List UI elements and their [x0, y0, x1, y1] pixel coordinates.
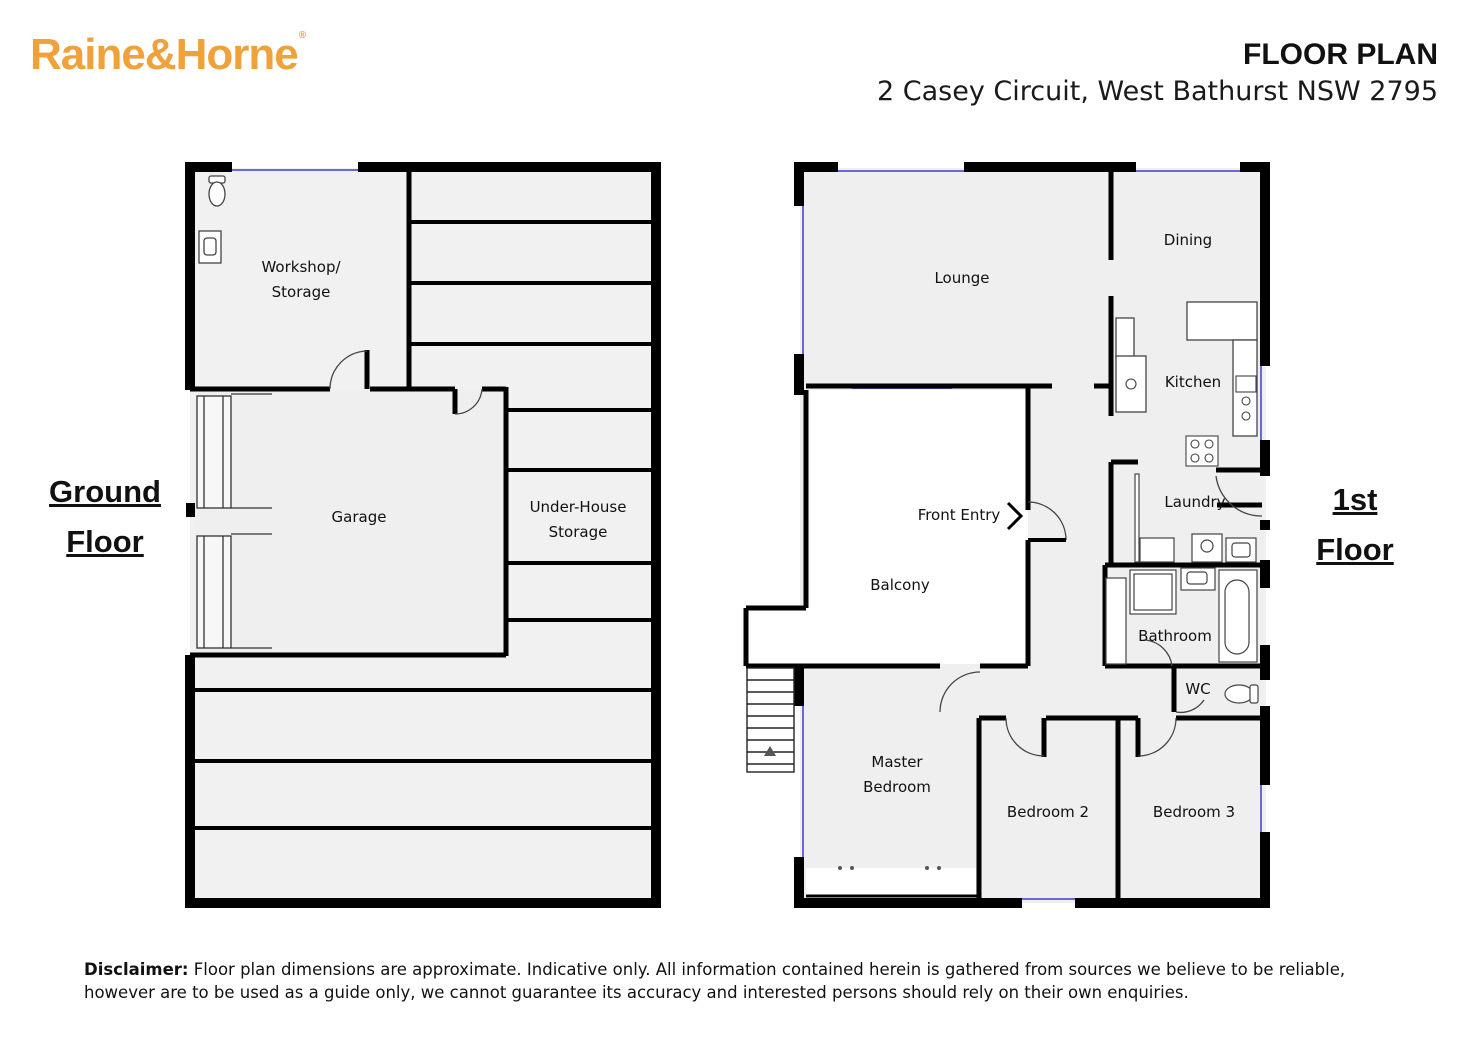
room-label-wc: WC [1185, 680, 1211, 698]
room-label-balcony: Balcony [870, 576, 930, 594]
room-label-front-entry: Front Entry [917, 506, 1001, 524]
ground-floor-label-line2: Floor [66, 524, 144, 559]
disclaimer [84, 958, 1404, 1004]
room-label-bedroom2: Bedroom 2 [1006, 803, 1090, 821]
room-label-bedroom3: Bedroom 3 [1152, 803, 1236, 821]
room-label-underhouse-line2: Storage [548, 523, 608, 541]
room-label-kitchen: Kitchen [1164, 373, 1222, 391]
wc-toilet-icon [1225, 685, 1258, 703]
property-address: 2 Casey Circuit, West Bathurst NSW 2795 [877, 76, 1438, 107]
room-label-workshop-line1: Workshop/ [261, 258, 341, 276]
disclaimer-text: Floor plan dimensions are approximate. Indicative only. All information contained herein is gathered from sources we believe to be reliable, however are to be used as a guide only, we cannot guarantee its accuracy and interested persons should rely on their own enquiries. [84, 960, 1346, 1002]
balcony-area [806, 390, 1028, 664]
room-label-master-line2: Bedroom [863, 778, 931, 796]
balcony-landing [746, 608, 808, 666]
room-label-garage: Garage [331, 508, 387, 526]
room-label-dining: Dining [1163, 231, 1213, 249]
room-label-master-line1: Master [871, 753, 923, 771]
fridge-icon [1126, 379, 1136, 389]
cooktop-icon [1186, 436, 1218, 466]
ground-floor-label-line1: Ground [49, 474, 161, 509]
brand-logo: Raine&Horne® [30, 30, 306, 79]
first-floor-plan [746, 162, 1270, 908]
room-label-underhouse-line1: Under-House [529, 498, 627, 516]
plan-title: FLOOR PLAN [1243, 38, 1438, 71]
room-label-lounge: Lounge [934, 269, 990, 287]
disclaimer-label: Disclaimer: [84, 960, 189, 979]
ground-floor-plan [185, 162, 661, 908]
first-floor-label-line1: 1st [1332, 482, 1378, 517]
ground-toilet-icon [209, 176, 225, 206]
room-label-laundry: Laundry [1164, 493, 1226, 511]
room-label-workshop-line2: Storage [271, 283, 331, 301]
first-floor-label-line2: Floor [1316, 532, 1394, 567]
balcony-stairs [747, 668, 794, 772]
wardrobe-area [806, 868, 976, 898]
ground-sink-icon [199, 231, 221, 263]
room-label-bathroom: Bathroom [1138, 627, 1212, 645]
